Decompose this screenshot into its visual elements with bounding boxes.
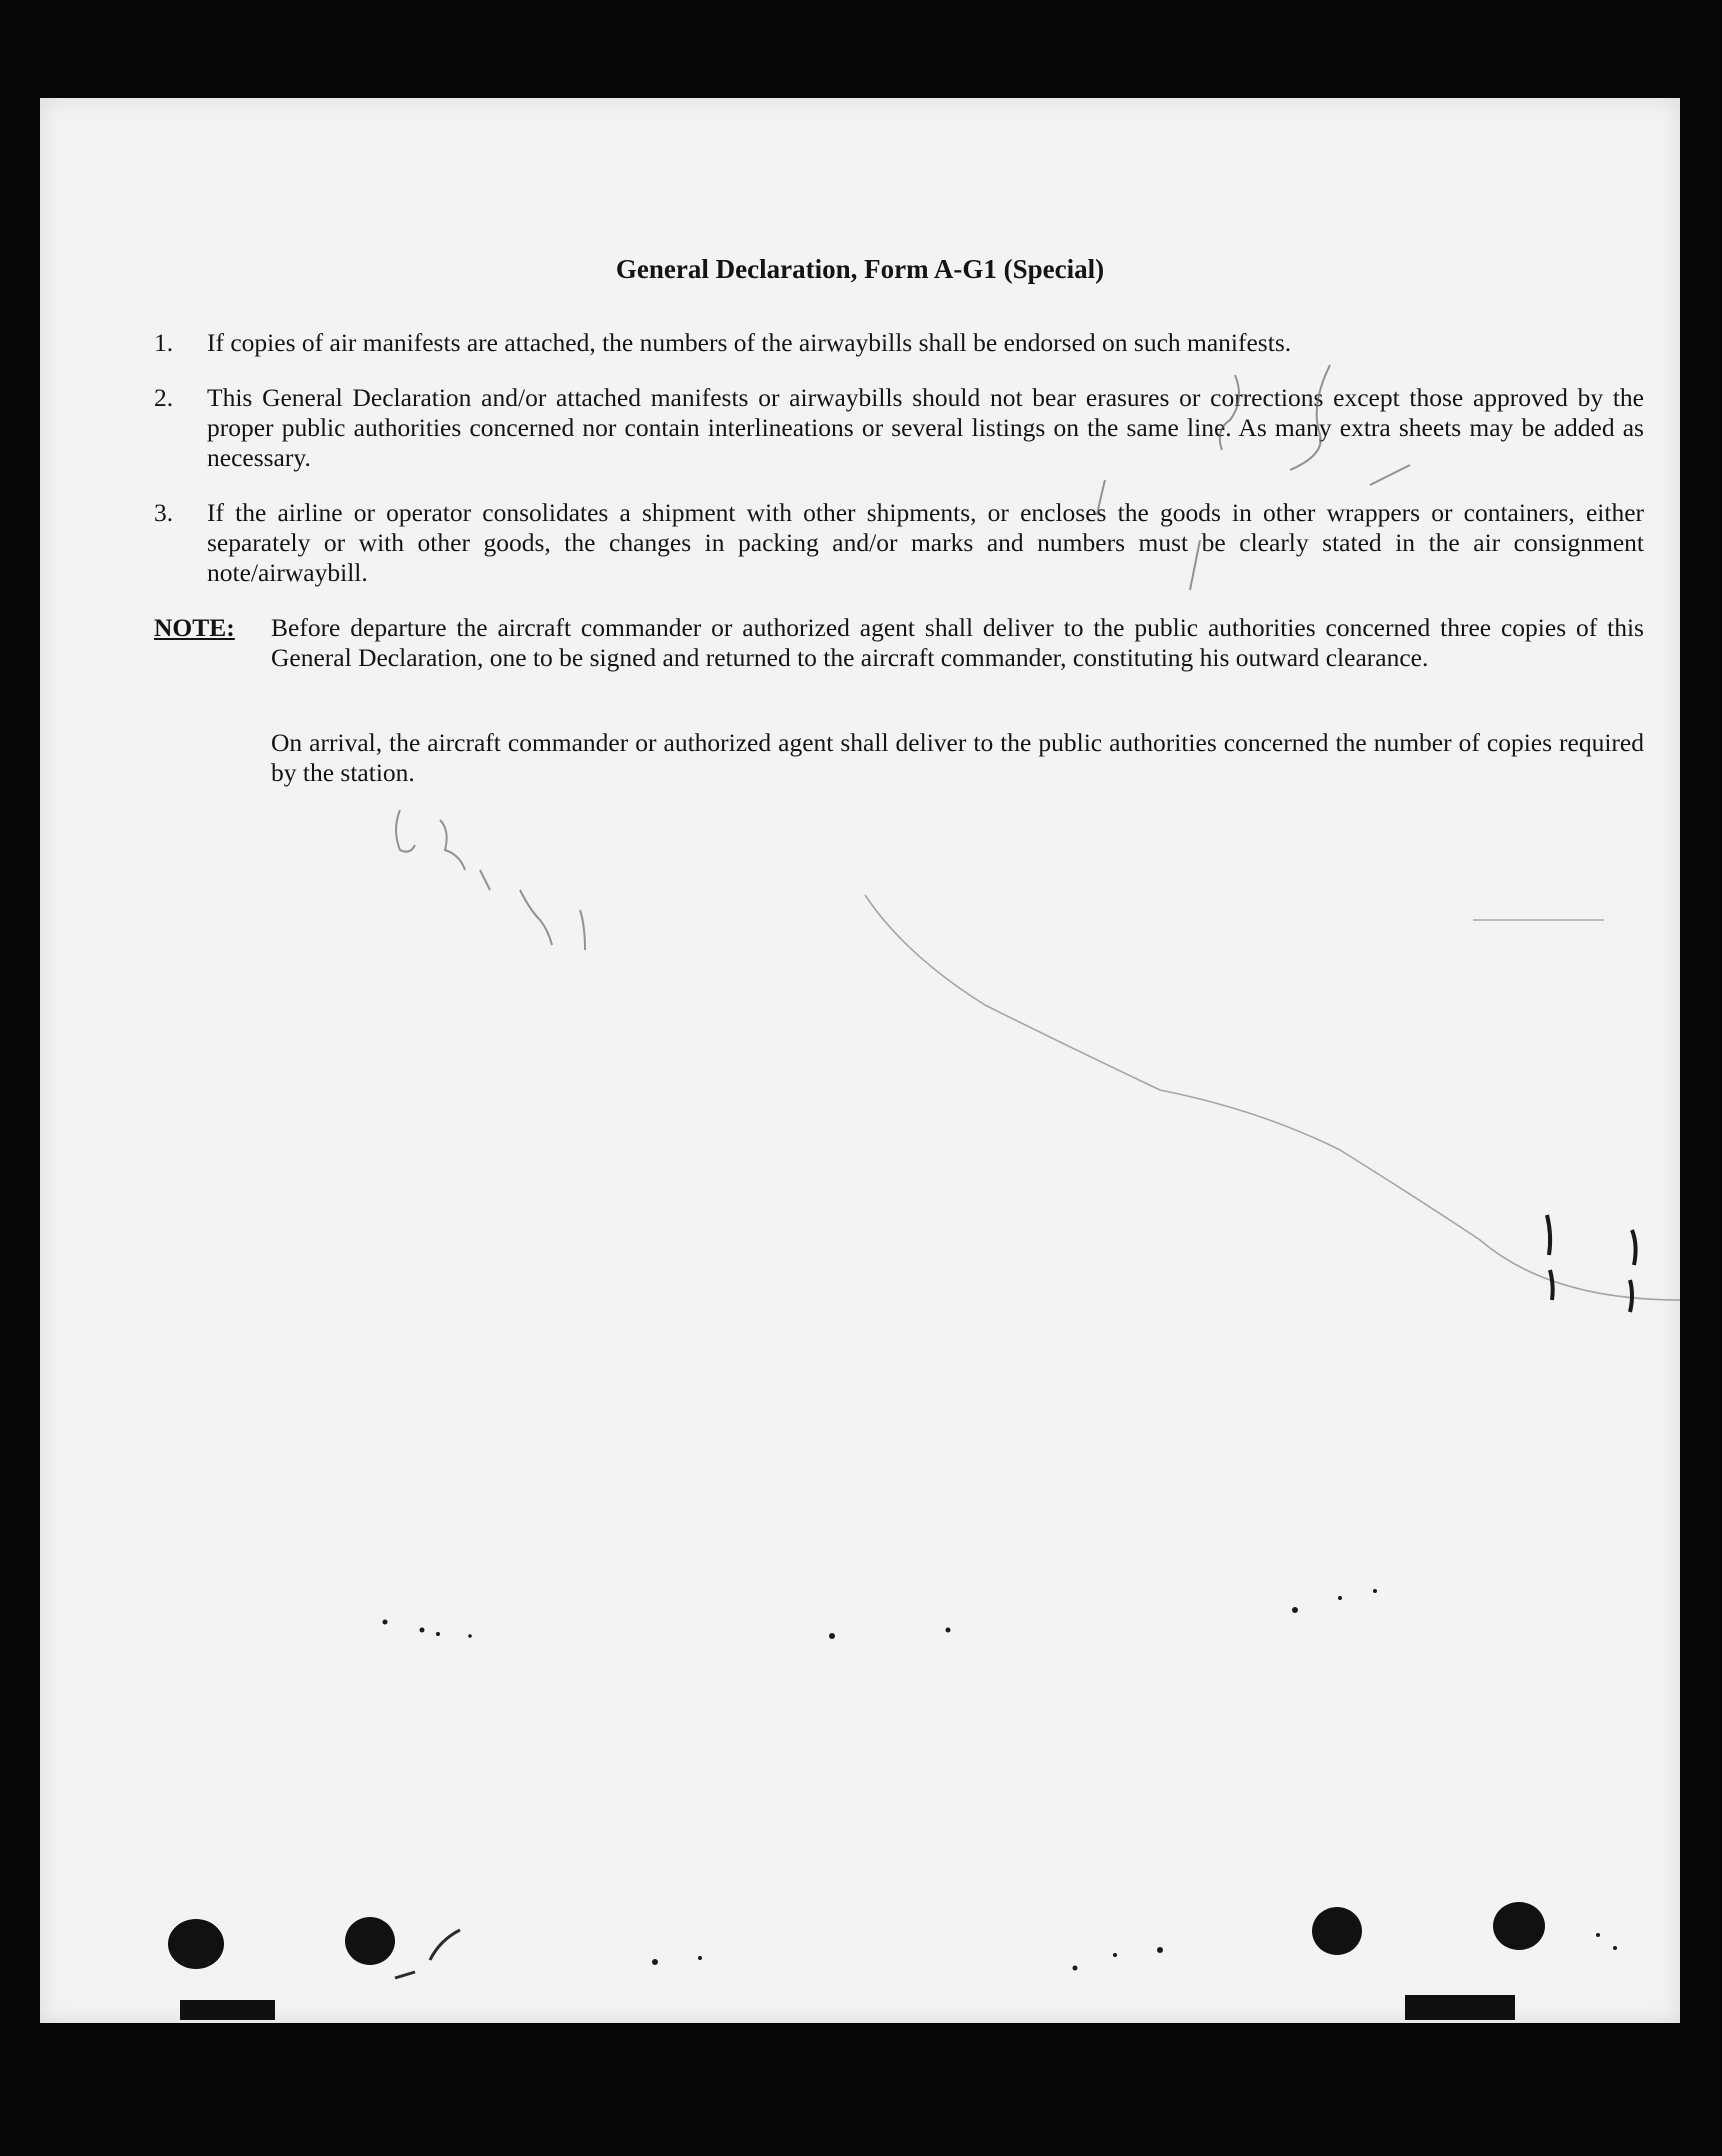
- document-title: General Declaration, Form A-G1 (Special): [615, 254, 1105, 284]
- note-label: NOTE:: [154, 613, 235, 642]
- item-number: 2.: [154, 383, 174, 412]
- item-text: If copies of air manifests are attached, the numbers of the airwaybills shall be endorsed on such manifests.: [207, 328, 1292, 357]
- item-text: If the airline or operator consolidates a shipment with other shipments, or encloses the goods in other wrappers or containers, either separately or with other goods, the changes in packing and/or marks and numbers must be clearly stated in the air consignment note/airwaybill.: [207, 498, 1644, 587]
- item-number: 1.: [154, 328, 174, 357]
- item-text: This General Declaration and/or attached manifests or airwaybills should not bear erasures or corrections except those approved by the proper public authorities concerned nor contain interlineations or several listings on the same line. As many extra sheets may be added as necessary.: [207, 383, 1644, 472]
- item-number: 3.: [154, 498, 174, 527]
- document-sheet: [40, 98, 1680, 2023]
- note-paragraph-2: On arrival, the aircraft commander or authorized agent shall deliver to the public authorities concerned the number of copies required by the station.: [271, 728, 1644, 787]
- note-paragraph-1: Before departure the aircraft commander or authorized agent shall deliver to the public authorities concerned three copies of this General Declaration, one to be signed and returned to the aircraft commander, constituting his outward clearance.: [271, 613, 1644, 672]
